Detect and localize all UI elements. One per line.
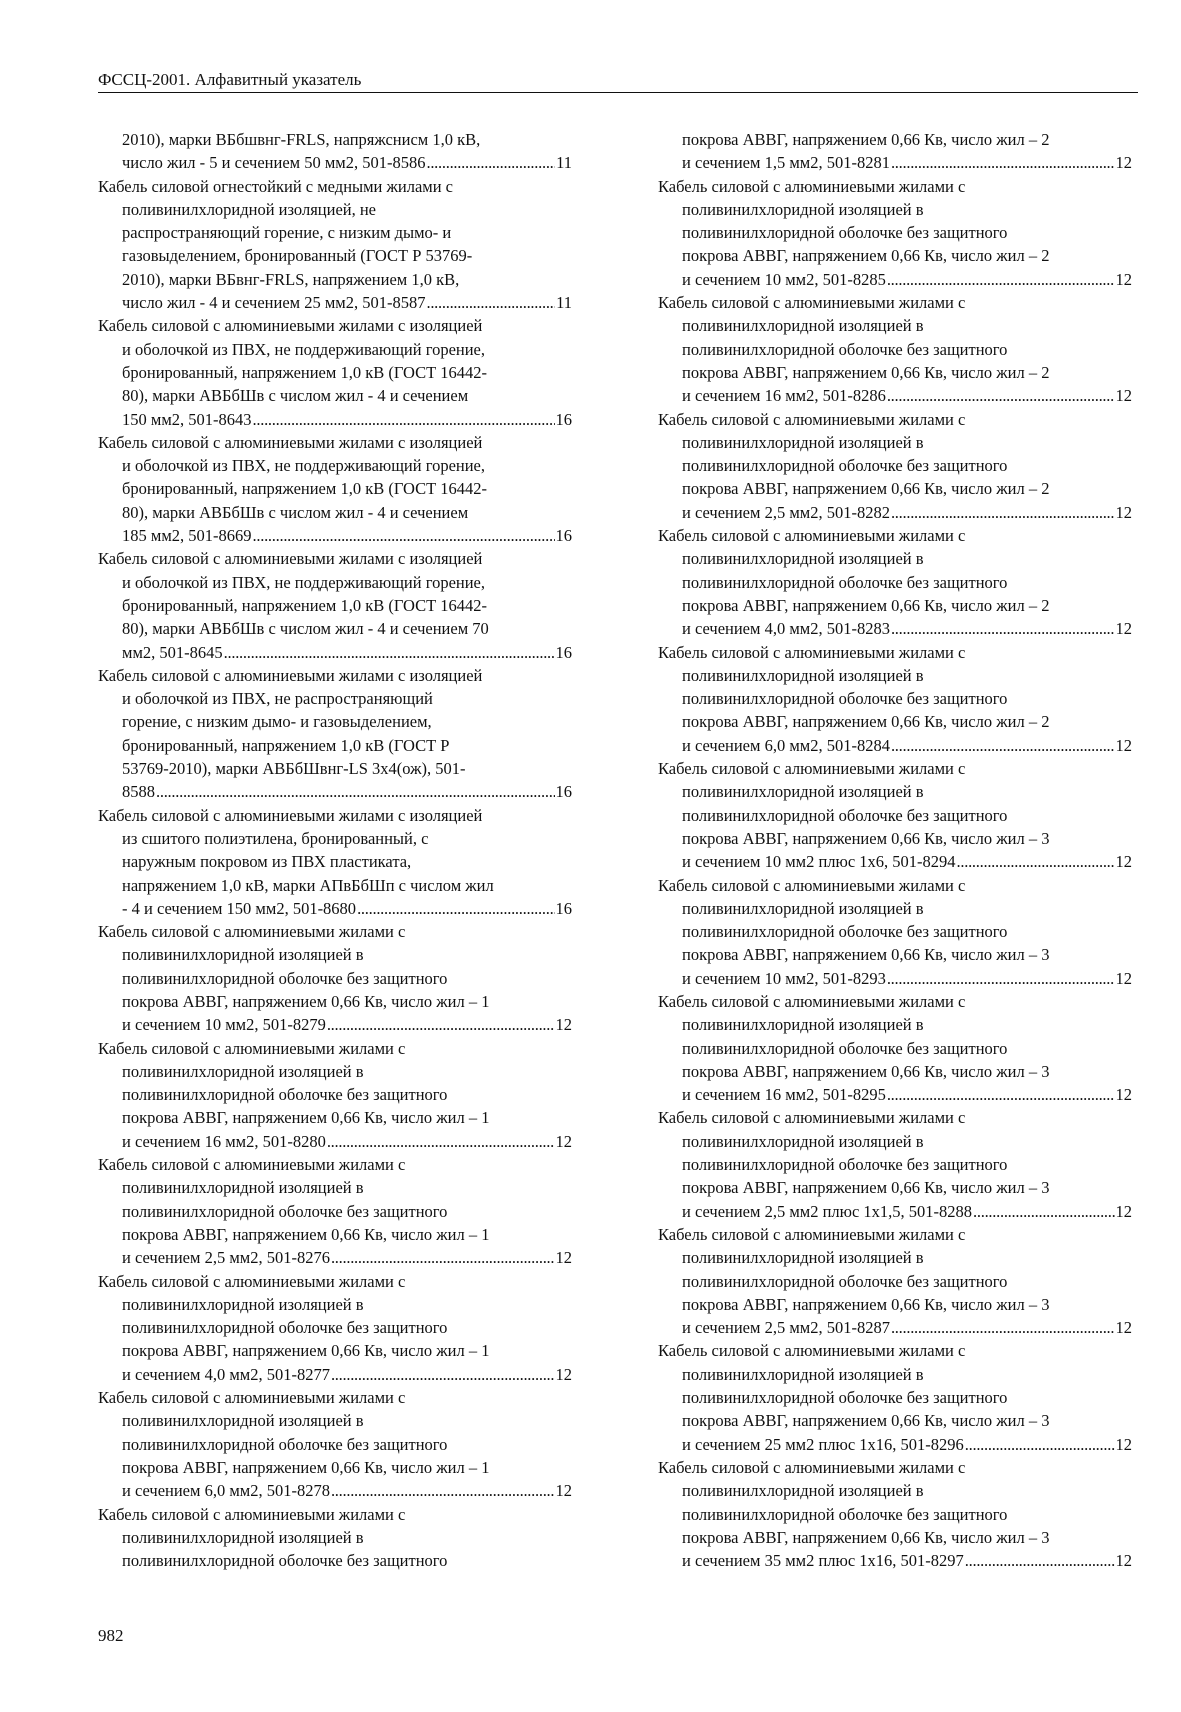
dot-leader <box>973 1200 1114 1223</box>
dot-leader <box>891 734 1115 757</box>
entry-text: покрова АВВГ, напряжением 0,66 Кв, число жил – 2 <box>682 479 1050 499</box>
index-entry-last-line <box>658 1083 1132 1106</box>
index-entry <box>98 1037 572 1153</box>
dot-leader <box>891 1316 1115 1339</box>
entry-text: покрова АВВГ, напряжением 0,66 Кв, число жил – 3 <box>682 1061 1050 1081</box>
entry-text: поливинилхлоридной изоляцией в <box>122 1411 364 1431</box>
dot-leader <box>253 524 555 547</box>
index-entry-last-line <box>658 850 1132 873</box>
dot-leader <box>331 1479 555 1502</box>
entry-text: и сечением 10 мм2 плюс 1х6, 501-8294 <box>682 852 956 872</box>
entry-text: и сечением 2,5 мм2, 501-8276 <box>122 1248 330 1268</box>
entry-text: поливинилхлоридной оболочке без защитного <box>122 1201 448 1221</box>
index-column-left <box>98 128 572 1572</box>
entry-text: поливинилхлоридной изоляцией в <box>122 1527 364 1547</box>
dot-leader <box>253 408 555 431</box>
index-entry-last-line <box>98 1246 572 1269</box>
entry-text: и сечением 6,0 мм2, 501-8284 <box>682 735 890 755</box>
entry-text: - 4 и сечением 150 мм2, 501-8680 <box>122 898 357 918</box>
entry-text: поливинилхлоридной оболочке без защитного <box>122 1434 448 1454</box>
index-entry-last-line <box>658 384 1132 407</box>
entry-text: поливинилхлоридной оболочке без защитного <box>682 1155 1008 1175</box>
entry-text: и сечением 6,0 мм2, 501-8278 <box>122 1481 330 1501</box>
entry-page-ref: 12 <box>1115 619 1132 639</box>
entry-text: поливинилхлоридной изоляцией в <box>122 945 364 965</box>
index-entry-last-line <box>658 617 1132 640</box>
index-entry <box>98 1503 572 1573</box>
dot-leader <box>331 1246 555 1269</box>
dot-leader <box>156 780 555 803</box>
entry-page-ref: 12 <box>1115 1551 1132 1571</box>
page-header <box>98 70 1138 93</box>
entry-text: поливинилхлоридной изоляцией в <box>682 1481 924 1501</box>
entry-text: напряжением 1,0 кВ, марки АПвБбШп с числом жил <box>122 875 494 895</box>
entry-text: и сечением 2,5 мм2, 501-8287 <box>682 1318 890 1338</box>
entry-text: и сечением 4,0 мм2, 501-8283 <box>682 619 890 639</box>
entry-text: 185 мм2, 501-8669 <box>122 526 252 546</box>
entry-text: поливинилхлоридной изоляцией в <box>122 1294 364 1314</box>
entry-text: и сечением 2,5 мм2 плюс 1х1,5, 501-8288 <box>682 1201 973 1221</box>
entry-page-ref: 16 <box>555 409 572 429</box>
entry-text: покрова АВВГ, напряжением 0,66 Кв, число жил – 1 <box>122 1108 490 1128</box>
entry-text: Кабель силовой с алюминиевыми жилами с изоляцией <box>98 549 483 569</box>
entry-text: поливинилхлоридной оболочке без защитного <box>682 1038 1008 1058</box>
index-entry <box>658 1456 1132 1572</box>
entry-text: поливинилхлоридной изоляцией в <box>122 1178 364 1198</box>
dot-leader <box>887 384 1115 407</box>
dot-leader <box>965 1433 1115 1456</box>
index-entry-last-line <box>658 1549 1132 1572</box>
entry-text: и оболочкой из ПВХ, не поддерживающий горение, <box>122 456 485 476</box>
entry-text: 2010), марки ВБбшвнг-FRLS, напряжснисм 1,0 кВ, <box>122 130 481 149</box>
entry-text: покрова АВВГ, напряжением 0,66 Кв, число жил – 3 <box>682 1527 1050 1547</box>
dot-leader <box>887 268 1115 291</box>
entry-text: покрова АВВГ, напряжением 0,66 Кв, число жил – 1 <box>122 1457 490 1477</box>
index-entry-last-line <box>658 734 1132 757</box>
dot-leader <box>957 850 1115 873</box>
entry-text: покрова АВВГ, напряжением 0,66 Кв, число жил – 2 <box>682 362 1050 382</box>
dot-leader <box>224 641 555 664</box>
entry-text: поливинилхлоридной изоляцией в <box>682 199 924 219</box>
entry-text: поливинилхлоридной оболочке без защитного <box>682 922 1008 942</box>
entry-text: покрова АВВГ, напряжением 0,66 Кв, число жил – 3 <box>682 1411 1050 1431</box>
entry-text: поливинилхлоридной изоляцией в <box>682 782 924 802</box>
entry-text: покрова АВВГ, напряжением 0,66 Кв, число жил – 1 <box>122 1341 490 1361</box>
entry-text: и сечением 16 мм2, 501-8295 <box>682 1085 886 1105</box>
entry-text: покрова АВВГ, напряжением 0,66 Кв, число жил – 2 <box>682 130 1050 149</box>
index-entry-last-line <box>98 524 572 547</box>
entry-text: поливинилхлоридной оболочке без защитного <box>122 1085 448 1105</box>
index-entry-last-line <box>658 1316 1132 1339</box>
entry-text: поливинилхлоридной оболочке без защитного <box>682 805 1008 825</box>
entry-page-ref: 12 <box>1115 968 1132 988</box>
index-entry <box>98 1270 572 1386</box>
entry-text: поливинилхлоридной изоляцией в <box>682 665 924 685</box>
entry-text: Кабель силовой с алюминиевыми жилами с <box>658 176 966 196</box>
entry-text: 80), марки АВБбШв с числом жил - 4 и сечением 70 <box>122 619 489 639</box>
entry-text: Кабель силовой с алюминиевыми жилами с <box>658 1457 966 1477</box>
entry-text: 2010), марки ВБвнг-FRLS, напряжением 1,0 кВ, <box>122 269 460 289</box>
index-entry <box>98 547 572 663</box>
entry-text: и сечением 16 мм2, 501-8280 <box>122 1131 326 1151</box>
index-entry <box>658 757 1132 873</box>
entry-text: поливинилхлоридной изоляцией в <box>682 1248 924 1268</box>
entry-text: покрова АВВГ, напряжением 0,66 Кв, число жил – 2 <box>682 595 1050 615</box>
entry-text: Кабель силовой с алюминиевыми жилами с <box>98 1504 406 1524</box>
dot-leader <box>891 501 1115 524</box>
index-entry-last-line <box>98 897 572 920</box>
entry-text: и сечением 35 мм2 плюс 1х16, 501-8297 <box>682 1551 964 1571</box>
index-entry <box>98 128 572 175</box>
index-entry <box>98 664 572 804</box>
index-entry-last-line <box>98 291 572 314</box>
entry-text: 8588 <box>122 782 155 802</box>
dot-leader <box>327 1013 555 1036</box>
entry-text: бронированный, напряжением 1,0 кВ (ГОСТ 16442- <box>122 479 488 499</box>
entry-text: из сшитого полиэтилена, бронированный, с <box>122 828 429 848</box>
entry-text: Кабель силовой с алюминиевыми жилами с <box>658 875 966 895</box>
entry-text: покрова АВВГ, напряжением 0,66 Кв, число жил – 2 <box>682 246 1050 266</box>
index-entry <box>658 175 1132 291</box>
entry-page-ref: 12 <box>1115 386 1132 406</box>
index-entry <box>98 314 572 430</box>
index-entry-last-line <box>98 780 572 803</box>
entry-text: поливинилхлоридной оболочке без защитного <box>122 1551 448 1571</box>
index-entry-last-line <box>98 1363 572 1386</box>
entry-text: и сечением 25 мм2 плюс 1х16, 501-8296 <box>682 1434 964 1454</box>
index-entry <box>98 1153 572 1269</box>
entry-text: Кабель силовой огнестойкий с медными жилами с <box>98 176 454 196</box>
entry-text: бронированный, напряжением 1,0 кВ (ГОСТ Р <box>122 735 450 755</box>
entry-page-ref: 16 <box>555 782 572 802</box>
entry-page-ref: 12 <box>1115 735 1132 755</box>
index-entry <box>658 408 1132 524</box>
entry-text: поливинилхлоридной оболочке без защитного <box>122 1318 448 1338</box>
index-entry-last-line <box>658 501 1132 524</box>
index-entry <box>658 1223 1132 1339</box>
entry-text: газовыделением, бронированный (ГОСТ Р 53769- <box>122 246 473 266</box>
entry-text: бронированный, напряжением 1,0 кВ (ГОСТ 16442- <box>122 362 488 382</box>
entry-text: поливинилхлоридной изоляцией в <box>682 432 924 452</box>
entry-text: Кабель силовой с алюминиевыми жилами с <box>658 759 966 779</box>
entry-text: Кабель силовой с алюминиевыми жилами с <box>658 642 966 662</box>
index-entry-last-line <box>98 641 572 664</box>
entry-text: и оболочкой из ПВХ, не поддерживающий горение, <box>122 572 485 592</box>
entry-text: Кабель силовой с алюминиевыми жилами с <box>658 1341 966 1361</box>
index-entry-last-line <box>98 408 572 431</box>
dot-leader <box>891 617 1115 640</box>
entry-page-ref: 11 <box>556 293 572 313</box>
entry-text: поливинилхлоридной оболочке без защитного <box>122 968 448 988</box>
dot-leader <box>887 967 1115 990</box>
entry-text: 150 мм2, 501-8643 <box>122 409 252 429</box>
entry-text: Кабель силовой с алюминиевыми жилами с изоляцией <box>98 316 483 336</box>
index-entry <box>658 990 1132 1106</box>
entry-text: поливинилхлоридной изоляцией, не <box>122 199 377 219</box>
index-entry <box>98 175 572 315</box>
entry-text: покрова АВВГ, напряжением 0,66 Кв, число жил – 3 <box>682 1294 1050 1314</box>
entry-text: поливинилхлоридной изоляцией в <box>122 1061 364 1081</box>
index-entry <box>658 1106 1132 1222</box>
entry-text: покрова АВВГ, напряжением 0,66 Кв, число жил – 1 <box>122 1224 490 1244</box>
entry-page-ref: 12 <box>555 1015 572 1035</box>
entry-text: поливинилхлоридной оболочке без защитного <box>682 1504 1008 1524</box>
index-entry-last-line <box>98 1479 572 1502</box>
entry-text: Кабель силовой с алюминиевыми жилами с <box>98 1388 406 1408</box>
entry-text: поливинилхлоридной оболочке без защитного <box>682 572 1008 592</box>
entry-text: и сечением 4,0 мм2, 501-8277 <box>122 1364 330 1384</box>
entry-text: и сечением 10 мм2, 501-8293 <box>682 968 886 988</box>
entry-text: 80), марки АВБбШв с числом жил - 4 и сечением <box>122 386 469 406</box>
index-entry-last-line <box>658 1433 1132 1456</box>
entry-text: число жил - 4 и сечением 25 мм2, 501-8587 <box>122 293 426 313</box>
index-entry-last-line <box>98 1013 572 1036</box>
entry-text: горение, с низким дымо- и газовыделением, <box>122 712 432 732</box>
index-entry <box>658 641 1132 757</box>
entry-page-ref: 12 <box>555 1364 572 1384</box>
entry-text: поливинилхлоридной изоляцией в <box>682 1015 924 1035</box>
dot-leader <box>357 897 554 920</box>
entry-page-ref: 12 <box>1115 1318 1132 1338</box>
entry-text: и оболочкой из ПВХ, не распространяющий <box>122 689 433 709</box>
entry-page-ref: 12 <box>1115 1085 1132 1105</box>
entry-text: поливинилхлоридной изоляцией в <box>682 1131 924 1151</box>
index-entry-last-line <box>658 268 1132 291</box>
dot-leader <box>887 1083 1115 1106</box>
entry-text: Кабель силовой с алюминиевыми жилами с <box>98 1038 406 1058</box>
entry-text: наружным покровом из ПВХ пластиката, <box>122 852 412 872</box>
entry-text: Кабель силовой с алюминиевыми жилами с <box>658 991 966 1011</box>
entry-text: поливинилхлоридной оболочке без защитного <box>682 1388 1008 1408</box>
entry-page-ref: 12 <box>1115 269 1132 289</box>
index-entry <box>658 291 1132 407</box>
entry-text: и сечением 2,5 мм2, 501-8282 <box>682 502 890 522</box>
entry-text: Кабель силовой с алюминиевыми жилами с <box>98 922 406 942</box>
entry-text: мм2, 501-8645 <box>122 642 223 662</box>
entry-text: поливинилхлоридной изоляцией в <box>682 316 924 336</box>
entry-text: Кабель силовой с алюминиевыми жилами с <box>658 1224 966 1244</box>
entry-text: и сечением 16 мм2, 501-8286 <box>682 386 886 406</box>
index-entry <box>98 804 572 920</box>
index-entry-last-line <box>658 967 1132 990</box>
entry-text: 80), марки АВБбШв с числом жил - 4 и сечением <box>122 502 469 522</box>
index-entry <box>658 1339 1132 1455</box>
entry-page-ref: 16 <box>555 898 572 918</box>
entry-text: и сечением 10 мм2, 501-8285 <box>682 269 886 289</box>
index-entry <box>98 431 572 547</box>
index-entry-last-line <box>98 151 572 174</box>
entry-text: Кабель силовой с алюминиевыми жилами с <box>658 526 966 546</box>
entry-text: Кабель силовой с алюминиевыми жилами с <box>658 293 966 313</box>
index-entry <box>658 874 1132 990</box>
entry-text: и сечением 1,5 мм2, 501-8281 <box>682 153 890 173</box>
entry-text: поливинилхлоридной оболочке без защитного <box>682 456 1008 476</box>
entry-text: Кабель силовой с алюминиевыми жилами с <box>658 409 966 429</box>
entry-text: распространяющий горение, с низким дымо- и <box>122 223 452 243</box>
index-entry-last-line <box>98 1130 572 1153</box>
entry-page-ref: 11 <box>556 153 572 173</box>
entry-page-ref: 16 <box>555 526 572 546</box>
dot-leader <box>426 291 555 314</box>
entry-page-ref: 12 <box>555 1248 572 1268</box>
entry-text: Кабель силовой с алюминиевыми жилами с изоляцией <box>98 432 483 452</box>
page-number: 982 <box>98 1626 124 1645</box>
index-entry-last-line <box>658 151 1132 174</box>
entry-page-ref: 12 <box>555 1131 572 1151</box>
entry-text: и оболочкой из ПВХ, не поддерживающий горение, <box>122 339 485 359</box>
entry-text: Кабель силовой с алюминиевыми жилами с <box>98 1271 406 1291</box>
dot-leader <box>426 151 555 174</box>
entry-page-ref: 12 <box>1115 1434 1132 1454</box>
entry-page-ref: 16 <box>555 642 572 662</box>
entry-text: поливинилхлоридной оболочке без защитного <box>682 1271 1008 1291</box>
entry-text: Кабель силовой с алюминиевыми жилами с изоляцией <box>98 665 483 685</box>
dot-leader <box>327 1130 555 1153</box>
entry-text: поливинилхлоридной изоляцией в <box>682 549 924 569</box>
entry-text: 53769-2010), марки АВБбШвнг-LS 3х4(ож), 501- <box>122 759 466 779</box>
entry-text: и сечением 10 мм2, 501-8279 <box>122 1015 326 1035</box>
dot-leader <box>965 1549 1115 1572</box>
entry-text: покрова АВВГ, напряжением 0,66 Кв, число жил – 3 <box>682 945 1050 965</box>
entry-page-ref: 12 <box>1115 1201 1132 1221</box>
dot-leader <box>331 1363 555 1386</box>
entry-page-ref: 12 <box>555 1481 572 1501</box>
index-column-right <box>658 128 1132 1572</box>
entry-text: поливинилхлоридной оболочке без защитного <box>682 339 1008 359</box>
entry-text: бронированный, напряжением 1,0 кВ (ГОСТ 16442- <box>122 595 488 615</box>
entry-text: Кабель силовой с алюминиевыми жилами с изоляцией <box>98 805 483 825</box>
entry-page-ref: 12 <box>1115 852 1132 872</box>
entry-text: поливинилхлоридной изоляцией в <box>682 898 924 918</box>
header-title: ФССЦ-2001. Алфавитный указатель <box>98 70 362 89</box>
index-entry <box>658 128 1132 175</box>
entry-text: число жил - 5 и сечением 50 мм2, 501-8586 <box>122 153 426 173</box>
index-entry <box>658 524 1132 640</box>
entry-text: покрова АВВГ, напряжением 0,66 Кв, число жил – 2 <box>682 712 1050 732</box>
entry-text: покрова АВВГ, напряжением 0,66 Кв, число жил – 1 <box>122 991 490 1011</box>
entry-text: Кабель силовой с алюминиевыми жилами с <box>658 1108 966 1128</box>
entry-text: Кабель силовой с алюминиевыми жилами с <box>98 1155 406 1175</box>
entry-text: поливинилхлоридной изоляцией в <box>682 1364 924 1384</box>
index-entry <box>98 1386 572 1502</box>
dot-leader <box>891 151 1115 174</box>
entry-text: покрова АВВГ, напряжением 0,66 Кв, число жил – 3 <box>682 1178 1050 1198</box>
entry-text: поливинилхлоридной оболочке без защитного <box>682 223 1008 243</box>
entry-page-ref: 12 <box>1115 153 1132 173</box>
index-entry <box>98 920 572 1036</box>
entry-text: поливинилхлоридной оболочке без защитного <box>682 689 1008 709</box>
entry-text: покрова АВВГ, напряжением 0,66 Кв, число жил – 3 <box>682 828 1050 848</box>
entry-page-ref: 12 <box>1115 502 1132 522</box>
index-entry-last-line <box>658 1200 1132 1223</box>
